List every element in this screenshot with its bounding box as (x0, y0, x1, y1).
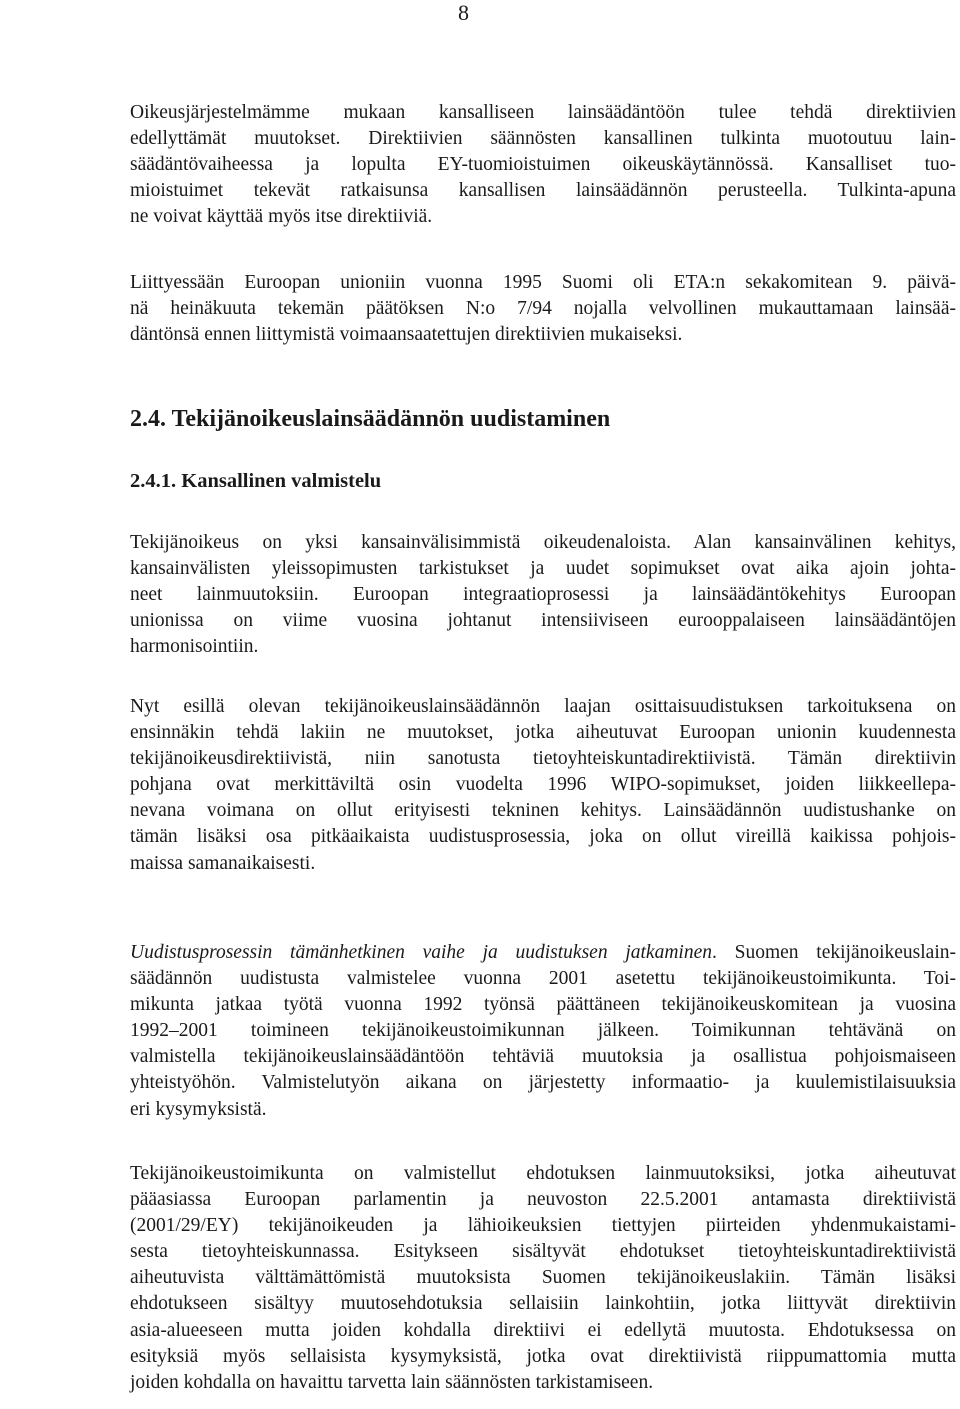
text-line: 1992–2001 toimineen tekijänoikeustoimikunnan jälkeen. Toimikunnan tehtävänä on (130, 1020, 956, 1042)
text-line: nä heinäkuuta tekemän päätöksen N:o 7/94 nojalla velvollinen mukauttamaan lainsää- (130, 298, 956, 320)
text-line: ehdotukseen sisältyy muutosehdotuksia sellaisiin lainkohtiin, jotka liittyvät direktiivin (130, 1293, 956, 1315)
paragraph-2 (130, 270, 956, 348)
italic-lead: Uudistusprosessin tämänhetkinen vaihe ja uudistuksen jatkaminen (130, 942, 712, 963)
text-line: aiheutuvista välttämättömistä muutoksista Suomen tekijänoikeuslakiin. Tämän lisäksi (130, 1267, 956, 1289)
text-line: edellyttämät muutokset. Direktiivien säännösten kansallinen tulkinta muotoutuu lain- (130, 128, 956, 150)
text-line: Tekijänoikeus on yksi kansainvälisimmistä oikeudenaloista. Alan kansainvälinen kehitys, (130, 532, 956, 553)
text-line: pohjana ovat merkittäviltä osin vuodelta 1996 WIPO-sopimukset, joiden liikkeellepa- (130, 774, 956, 796)
text-line: ne voivat käyttää myös itse direktiiviä. (130, 206, 433, 228)
text-line: yhteistyöhön. Valmistelutyön aikana on järjestetty informaatio- ja kuulemistilaisuuksia (130, 1072, 956, 1094)
text-line: sesta tietoyhteiskunnassa. Esitykseen sisältyvät ehdotukset tietoyhteiskuntadirektiivistä (130, 1241, 956, 1263)
lead-rest: . Suomen tekijänoikeuslain- (711, 942, 956, 963)
text-line: däntönsä ennen liittymistä voimaansaatettujen direktiivien mukaiseksi. (130, 324, 683, 346)
text-line: asia-alueeseen mutta joiden kohdalla direktiivi ei edellytä muutosta. Ehdotuksessa on (130, 1319, 956, 1341)
text-line: neet lainmuutoksiin. Euroopan integraatioprosessi ja lainsäädäntökehitys Euroopan (130, 584, 956, 606)
text-line: eri kysymyksistä. (130, 1098, 267, 1120)
page-number: 8 (458, 0, 469, 25)
paragraph-5 (130, 940, 956, 1123)
section-heading: 2.4. Tekijänoikeuslainsäädännön uudistaminen (130, 406, 611, 432)
text-line: mikunta jatkaa työtä vuonna 1992 työnsä päättäneen tekijänoikeuskomitean ja vuosina (130, 994, 956, 1016)
paragraph-4 (130, 694, 956, 877)
text-line: kansainvälisten yleissopimusten tarkistukset ja uudet sopimukset ovat aika ajoin johta- (130, 558, 956, 580)
text-line: valmistella tekijänoikeuslainsäädäntöön tehtäviä muutoksia ja osallistua pohjoismaiseen (130, 1046, 956, 1068)
text-line: pääasiassa Euroopan parlamentin ja neuvoston 22.5.2001 antamasta direktiivistä (130, 1189, 956, 1211)
text-line: Oikeusjärjestelmämme mukaan kansalliseen lainsäädäntöön tulee tehdä direktiivien (130, 102, 956, 123)
text-line: esityksiä myös sellaisista kysymyksistä, jotka ovat direktiivistä riippumattomia mutta (130, 1345, 956, 1367)
text-line: Liittyessään Euroopan unioniin vuonna 1995 Suomi oli ETA:n sekakomitean 9. päivä- (130, 272, 956, 293)
text-line: harmonisointiin. (130, 636, 259, 658)
paragraph-3 (130, 530, 956, 660)
text-line: ensinnäkin tehdä lakiin ne muutokset, jotka aiheutuvat Euroopan unionin kuudennesta (130, 722, 956, 744)
text-line: maissa samanaikaisesti. (130, 852, 316, 874)
text-line: nevana voimana on ollut erityisesti tekninen kehitys. Lainsäädännön uudistushanke on (130, 800, 956, 822)
text-line: tämän lisäksi osa pitkäaikaista uudistusprosessia, joka on ollut vireillä kaikissa pohjois- (130, 826, 956, 848)
text-line: Nyt esillä olevan tekijänoikeuslainsäädännön laajan osittaisuudistuksen tarkoituksena on (130, 696, 956, 717)
text-line: säädännön uudistusta valmistelee vuonna 2001 asetettu tekijänoikeustoimikunta. Toi- (130, 968, 956, 990)
subsection-heading: 2.4.1. Kansallinen valmistelu (130, 470, 382, 492)
text-line: joiden kohdalla on havaittu tarvetta lain säännösten tarkistamiseen. (130, 1371, 654, 1393)
text-line: säädäntövaiheessa ja lopulta EY-tuomioistuimen oikeuskäytännössä. Kansalliset tuo- (130, 154, 956, 176)
paragraph-6 (130, 1161, 956, 1396)
text-line: Tekijänoikeustoimikunta on valmistellut ehdotuksen lainmuutoksiksi, jotka aiheutuvat (130, 1163, 956, 1184)
text-line (130, 940, 956, 966)
text-line: tekijänoikeusdirektiivistä, niin sanotusta tietoyhteiskuntadirektiivistä. Tämän direktiivin (130, 748, 956, 770)
text-line: mioistuimet tekevät ratkaisunsa kansallisen lainsäädännön perusteella. Tulkinta-apuna (130, 180, 956, 202)
text-line: unionissa on viime vuosina johtanut intensiiviseen eurooppalaiseen lainsäädäntöjen (130, 610, 956, 632)
text-line: (2001/29/EY) tekijänoikeuden ja lähioikeuksien tiettyjen piirteiden yhdenmukaistami- (130, 1215, 956, 1237)
paragraph-1 (130, 100, 956, 230)
